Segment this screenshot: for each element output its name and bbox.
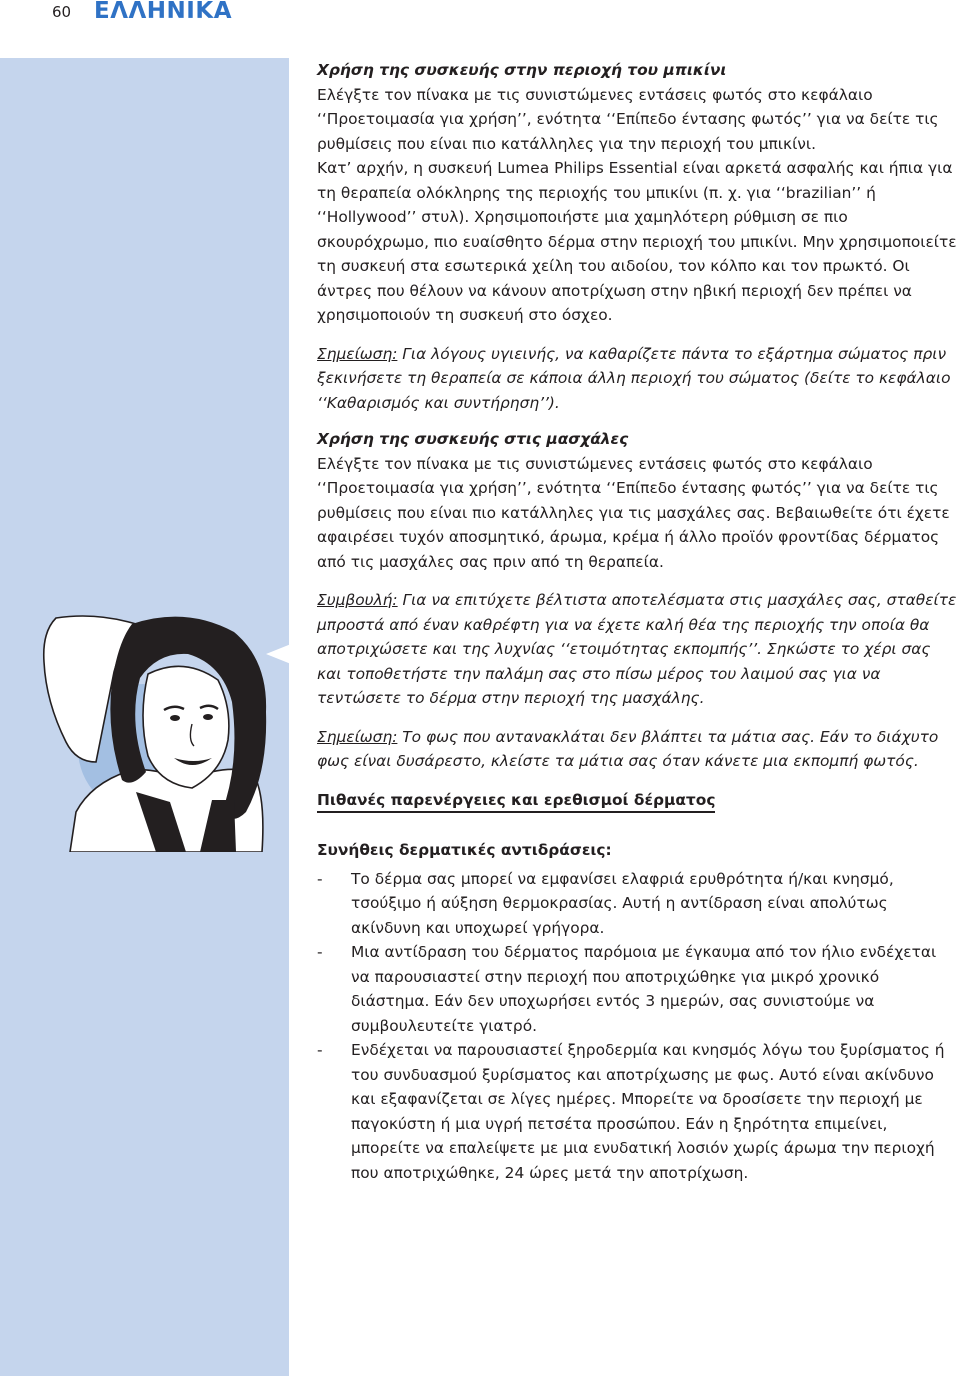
tip-note [317, 588, 957, 711]
page-number: 60 [52, 3, 72, 21]
woman-illustration [36, 612, 336, 852]
list-item [317, 867, 957, 941]
page-header [0, 0, 960, 30]
tip-lead: Συμβουλή: [317, 591, 398, 609]
dash-marker: - [317, 1041, 323, 1059]
bikini-body-2: Κατ’ αρχήν, η συσκευή Lumea Philips Essential είναι αρκετά ασφαλής και ήπια για τη θεραπεία ολόκληρης της περιοχής του μπικίνι (π. χ. για ‘‘brazilian’’ ή ‘‘Hollywood’’ στυλ). Χρησιμοποιήστε μια χαμηλότερη ρύθμιση σε πιο σκουρόχρωμο, πιο ευαίσθητο δέρμα στην περιοχή του μπικίνι. Μην χρησιμοποιείτε τη συσκευή στα εσωτερικά χείλη του αιδοίου, τον κόλπο και τον πρωκτό. Οι άντρες που θέλουν να κάνουν αποτρίχωση στην ηβική περιοχή δεν πρέπει να χρησιμοποιούν τη συσκευή στο όσχεο. [317, 159, 957, 324]
hygiene-note [317, 342, 957, 416]
note-lead: Σημείωση: [317, 727, 398, 746]
side-effects-heading [317, 788, 957, 813]
bikini-body-1: Ελέγξτε τον πίνακα με τις συνιστώμενες εντάσεις φωτός στο κεφάλαιο ‘‘Προετοιμασία για χρήση’’, ενότητα ‘‘Επίπεδο έντασης φωτός’’ για να δείτε τις ρυθμίσεις που είναι πιο κατάλληλες για την περιοχή του μπικίνι. [317, 85, 939, 153]
dash-marker: - [317, 869, 323, 888]
note-text: Για λόγους υγιεινής, να καθαρίζετε πάντα το εξάρτημα σώματος πριν ξεκινήσετε τη θεραπεία σε κάποια άλλη περιοχή του σώματος (δείτε το κεφάλαιο ‘‘Καθαρισμός και συντήρηση’’). [317, 344, 951, 412]
side-effects-title: Πιθανές παρενέργειες και ερεθισμοί δέρματος [317, 791, 715, 813]
section-label: ΕΛΛΗΝΙΚΑ [94, 0, 232, 24]
dash-marker: - [317, 943, 323, 961]
bikini-heading: Χρήση της συσκευής στην περιοχή του μπικίνι [317, 61, 727, 79]
reactions-heading: Συνήθεις δερματικές αντιδράσεις: [317, 841, 612, 859]
light-note [317, 725, 957, 774]
list-item [317, 1038, 957, 1185]
list-item-text: Ενδέχεται να παρουσιαστεί ξηροδερμία και κνησμός λόγω του ξυρίσματος ή του συνδυασμού ξυρίσματος και αποτρίχωσης με φως. Αυτό είναι ακίνδυνο και εξαφανίζεται σε λίγες ημέρες. Μπορείτε να δροσίσετε την περιοχή με παγοκύστη ή μια υγρή πετσέτα προσώπου. Εάν η ξηρότητα επιμείνει, μπορείτε να επαλείψετε με μια ενυδατική λοσιόν χωρίς άρωμα την περιοχή που αποτριχώθηκε, 24 ώρες μετά την αποτρίχωση. [351, 1041, 945, 1182]
main-content [317, 58, 957, 1185]
tip-text: Για να επιτύχετε βέλτιστα αποτελέσματα στις μασχάλες σας, σταθείτε μπροστά από έναν καθρέφτη για να έχετε καλή θέα της περιοχής την οποία θα αποτριχώσετε και της λυχνίας ‘‘ετοιμότητας εκπομπής’’. Σηκώστε το χέρι σας και τοποθετήστε την παλάμη σας στο πίσω μέρος του λαιμού σας για να τεντώσετε το δέρμα στην περιοχή της μασχάλης. [317, 591, 957, 707]
list-item-text: Το δέρμα σας μπορεί να εμφανίσει ελαφριά ερυθρότητα ή/και κνησμό, τσούξιμο ή αύξηση θερμοκρασίας. Αυτή η αντίδραση είναι απολύτως ακίνδυνη και υποχωρεί γρήγορα. [351, 869, 894, 937]
reactions-list [317, 867, 957, 1186]
underarm-body: Ελέγξτε τον πίνακα με τις συνιστώμενες εντάσεις φωτός στο κεφάλαιο ‘‘Προετοιμασία για χρήση’’, ενότητα ‘‘Επίπεδο έντασης φωτός’’ για να δείτε τις ρυθμίσεις που είναι πιο κατάλληλες για τις μασχάλες σας. Βεβαιωθείτε ότι έχετε αφαιρέσει τυχόν αποσμητικό, άρωμα, κρέμα ή άλλο προϊόν φροντίδας δέρματος από τις μασχάλες σας πριν από τη θεραπεία. [317, 454, 950, 571]
list-item [317, 940, 957, 1038]
list-item-text: Μια αντίδραση του δέρματος παρόμοια με έγκαυμα από τον ήλιο ενδέχεται να παρουσιαστεί στην περιοχή που αποτριχώθηκε για μικρό χρονικό διάστημα. Εάν δεν υποχωρήσει εντός 3 ημερών, σας συνιστούμε να συμβουλευτείτε γιατρό. [351, 943, 937, 1035]
underarm-heading: Χρήση της συσκευής στις μασχάλες [317, 430, 629, 448]
note-lead: Σημείωση: [317, 344, 398, 363]
note-text: Το φως που αντανακλάται δεν βλάπτει τα μάτια σας. Εάν το διάχυτο φως είναι δυσάρεστο, κλείστε τα μάτια σας όταν κάνετε μια εκπομπή φωτός. [317, 727, 939, 770]
